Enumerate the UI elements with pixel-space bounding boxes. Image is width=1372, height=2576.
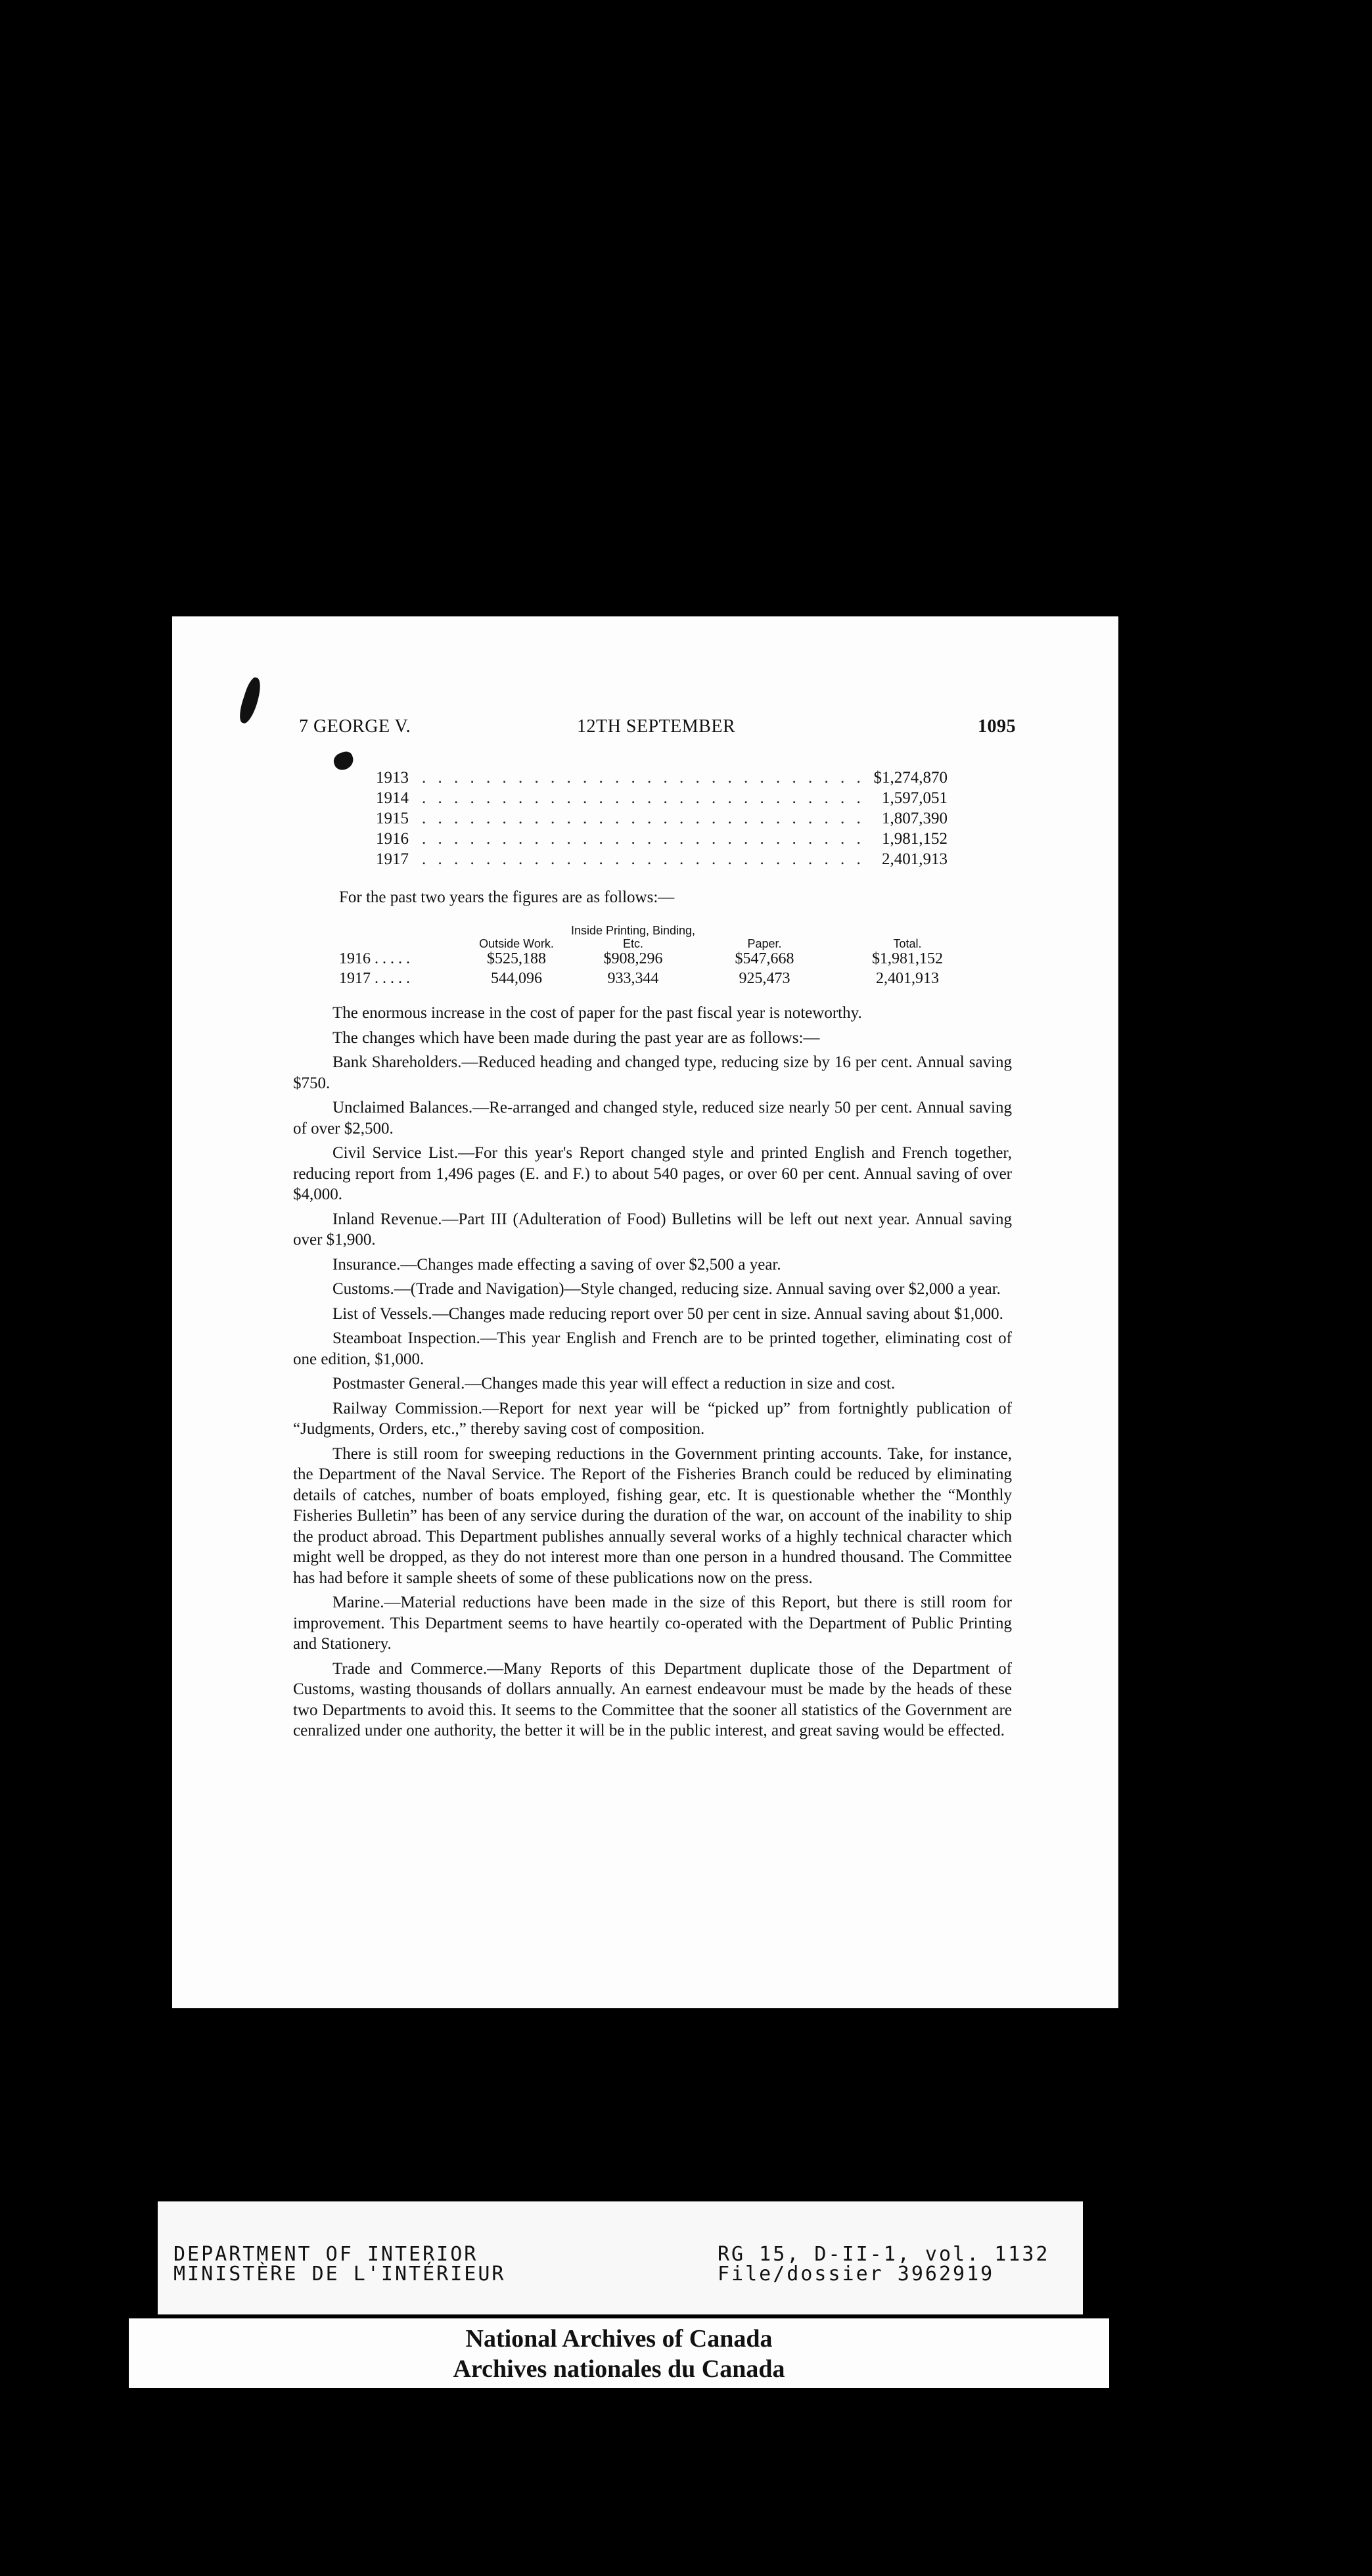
yearly-cost-row (376, 850, 948, 871)
paragraph-bank-shareholders: Bank Shareholders.—Reduced heading and changed type, reducing size by 16 per cent. Annual saving $750. (293, 1053, 1012, 1092)
stamp-file-number: File/dossier 3962919 (718, 2263, 995, 2286)
dot-leader (422, 810, 862, 828)
breakdown-total-value: $1,981,152 (872, 950, 943, 967)
year-cost-value: 1,981,152 (882, 830, 948, 848)
yearly-cost-row (376, 769, 948, 789)
archive-reference-stamp (158, 2201, 1083, 2314)
paragraph-inland-revenue: Inland Revenue.—Part III (Adulteration of Food) Bulletins will be left out next year. Annual saving over $1,900. (293, 1210, 1012, 1249)
archives-banner (129, 2318, 1109, 2388)
paragraph-trade-and-commerce: Trade and Commerce.—Many Reports of this Department duplicate those of the Department of Customs, wasting thousands of dollars annually. An earnest endeavour must be made by the heads of these two Departments to avoid this. It seems to the Committee that the sooner all statistics of the Government are cenralized under one authority, the better it will be in the public interest, and great saving would be effected. (293, 1659, 1012, 1739)
paragraph-steamboat-inspection: Steamboat Inspection.—This year English and French are to be printed together, eliminating cost of one edition, $1,000. (293, 1329, 1012, 1368)
paragraph-customs: Customs.—(Trade and Navigation)—Style changed, reducing size. Annual saving over $2,000 a year. (332, 1280, 1001, 1298)
year-label: 1915 (376, 810, 409, 827)
year-cost-value: $1,274,870 (873, 769, 948, 787)
paragraph-postmaster-general: Postmaster General.—Changes made this year will effect a reduction in size and cost. (332, 1375, 896, 1392)
paragraph-civil-service-list: Civil Service List.—For this year's Report changed style and printed English and French together, reducing report from 1,496 pages (E. and F.) to about 540 pages, or over 60 per cent. Annual saving of over $4,000. (293, 1144, 1012, 1203)
yearly-cost-table (376, 769, 948, 871)
paragraph-paper-cost: The enormous increase in the cost of paper for the past fiscal year is noteworthy. (332, 1004, 862, 1022)
stamp-reference (718, 2245, 1049, 2284)
dot-leader (422, 830, 862, 848)
stamp-record-group: RG 15, D-II-1, vol. 1132 (718, 2243, 1050, 2266)
breakdown-inside-value: $908,296 (603, 950, 663, 967)
year-label: 1917 (376, 850, 409, 868)
archives-name-fr: Archives nationales du Canada (453, 2355, 785, 2383)
cost-breakdown-table (339, 919, 983, 990)
breakdown-row (339, 950, 983, 970)
breakdown-col-outside-work: Outside Work. (479, 937, 554, 950)
running-head-date: 12TH SEPTEMBER (577, 716, 736, 737)
breakdown-paper-value: 925,473 (739, 970, 790, 987)
paragraph-marine: Marine.—Material reductions have been made in the size of this Report, but there is still room for improvement. This Department seems to have heartily co-operated with the Department of Public Printing and Stationery. (293, 1594, 1012, 1653)
breakdown-paper-value: $547,668 (735, 950, 794, 967)
breakdown-total-value: 2,401,913 (876, 970, 939, 987)
paragraph-unclaimed-balances: Unclaimed Balances.—Re-arranged and changed style, reduced size nearly 50 per cent. Annual saving of over $2,500. (293, 1099, 1012, 1138)
paragraph-railway-commission: Railway Commission.—Report for next year will be “picked up” from fortnightly publication of “Judgments, Orders, etc.,” thereby saving cost of composition. (293, 1399, 1012, 1438)
year-cost-value: 1,597,051 (882, 789, 948, 807)
year-cost-value: 2,401,913 (882, 850, 948, 868)
breakdown-inside-value: 933,344 (607, 970, 659, 987)
breakdown-col-paper: Paper. (747, 937, 782, 950)
year-label: 1914 (376, 789, 409, 807)
paragraph-list-of-vessels: List of Vessels.—Changes made reducing report over 50 per cent in size. Annual saving about $1,000. (332, 1304, 1003, 1323)
year-label: 1916 (376, 830, 409, 848)
dot-leader (422, 769, 862, 787)
dot-leader (422, 850, 862, 869)
breakdown-row (339, 970, 983, 990)
paragraph-naval-service: There is still room for sweeping reductions in the Government printing accounts. Take, for instance, the Department of the Naval Service. The Report of the Fisheries Branch could be reduced by eliminating details of catches, number of boats employed, fishing gear, etc. It is questionable whether the “Monthly Fisheries Bulletin” has been of any service during the duration of the war, on account of the inability to ship the product abroad. This Department publishes annually several works of a highly technical character which might well be dropped, as they do not interest more than one person in a hundred thousand. The Committee has had before it sample sheets of some of these publications now on the press. (293, 1444, 1012, 1587)
breakdown-year: 1916 . . . . . (339, 950, 410, 967)
stamp-department (173, 2245, 505, 2284)
paragraph-insurance: Insurance.—Changes made effecting a saving of over $2,500 a year. (332, 1255, 781, 1274)
stamp-dept-en: DEPARTMENT OF INTERIOR (173, 2243, 478, 2266)
page-number: 1095 (978, 716, 1016, 737)
year-cost-value: 1,807,390 (882, 810, 948, 827)
breakdown-outside-value: $525,188 (487, 950, 546, 967)
breakdown-header-row (339, 919, 983, 950)
dot-leader (422, 789, 862, 808)
breakdown-col-inside-printing: Inside Printing, Binding, Etc. (570, 924, 696, 950)
year-label: 1913 (376, 769, 409, 787)
breakdown-outside-value: 544,096 (491, 970, 542, 987)
breakdown-year: 1917 . . . . . (339, 970, 410, 987)
running-head-left: 7 GEORGE V. (299, 716, 411, 737)
report-body (293, 1003, 1012, 1745)
breakdown-intro: For the past two years the figures are as follows:— (339, 888, 675, 906)
paragraph-changes-intro: The changes which have been made during the past year are as follows:— (332, 1028, 820, 1047)
yearly-cost-row (376, 810, 948, 830)
breakdown-col-total: Total. (893, 937, 922, 950)
yearly-cost-row (376, 830, 948, 850)
stamp-dept-fr: MINISTÈRE DE L'INTÉRIEUR (173, 2263, 506, 2286)
yearly-cost-row (376, 789, 948, 810)
archives-name-en: National Archives of Canada (465, 2325, 773, 2353)
